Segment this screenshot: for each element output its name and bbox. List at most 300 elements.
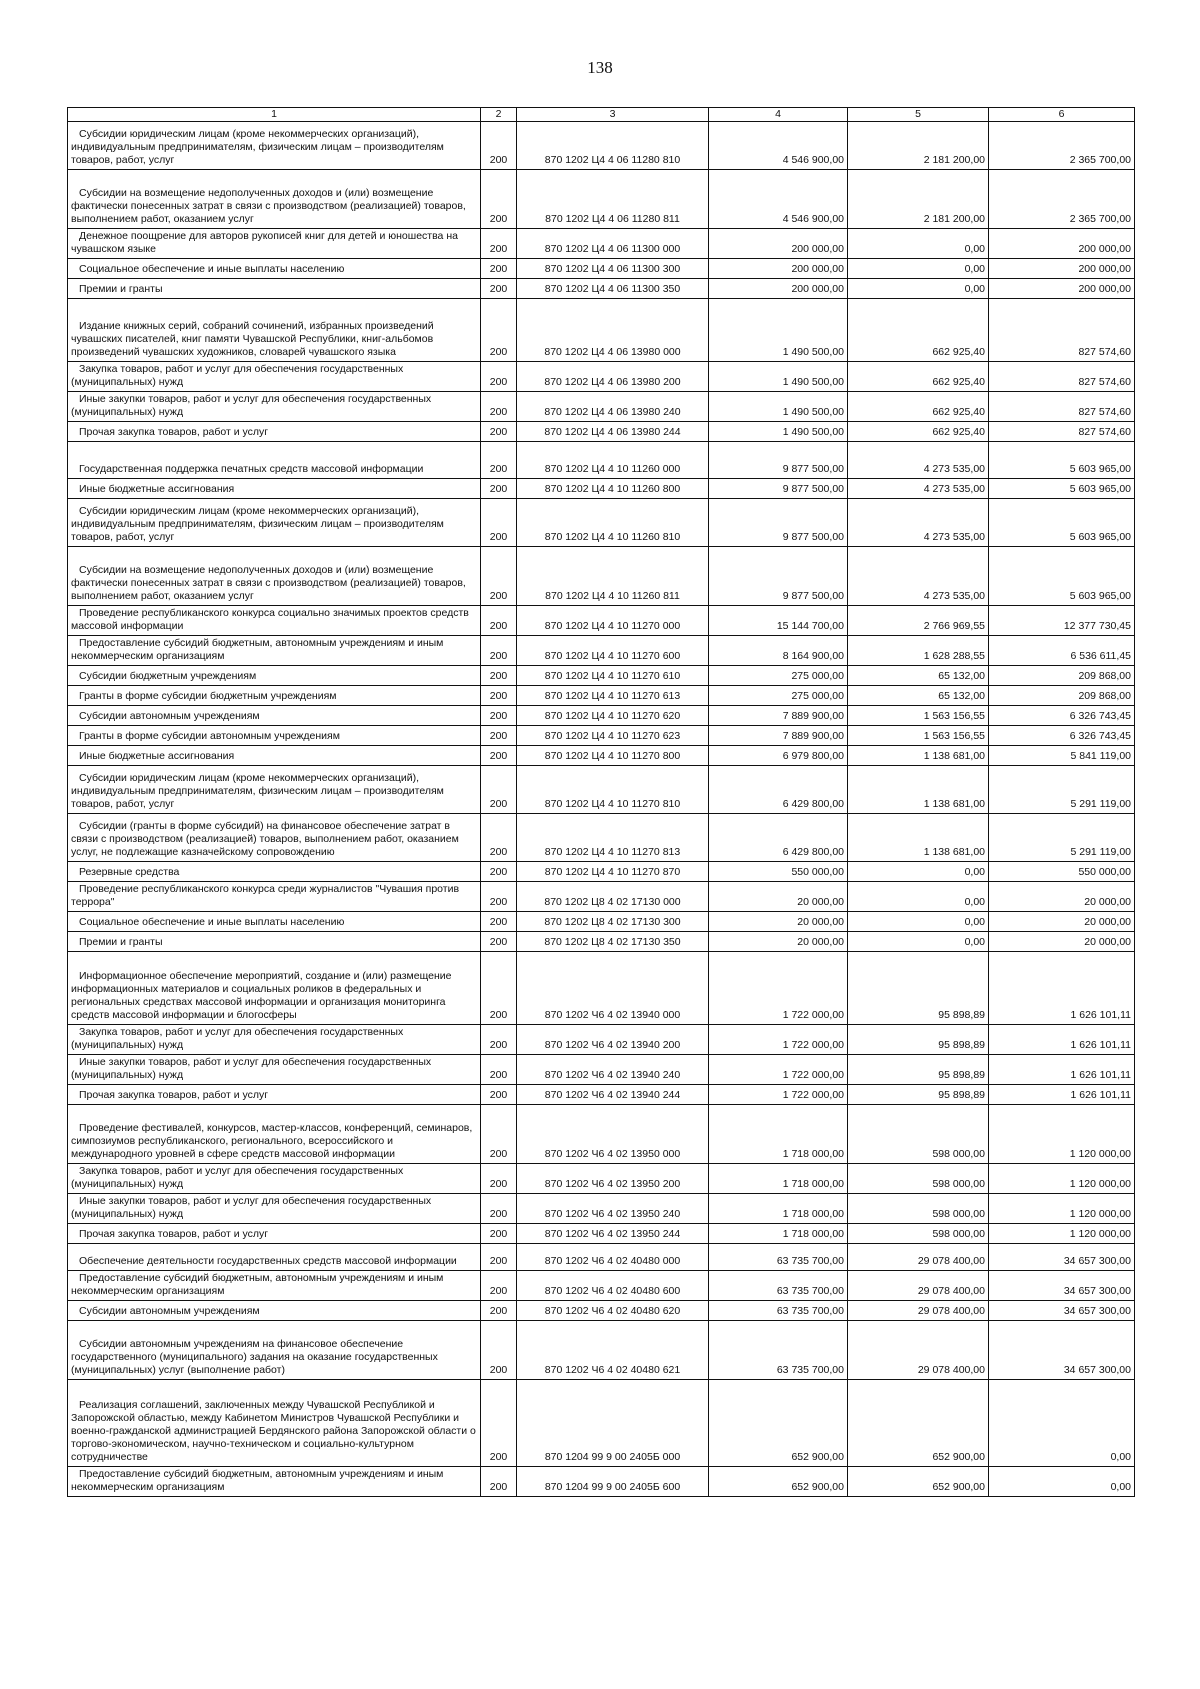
column-header: 4 [709, 108, 848, 122]
row-amount-plan: 1 718 000,00 [709, 1194, 848, 1224]
row-amount-plan: 1 490 500,00 [709, 392, 848, 422]
row-code: 870 1202 Ч6 4 02 40480 621 [517, 1321, 709, 1380]
row-amount-plan: 63 735 700,00 [709, 1321, 848, 1380]
row-name-text: Закупка товаров, работ и услуг для обеспечения государственных (муниципальных) нужд [71, 363, 404, 388]
row-amount-plan: 1 718 000,00 [709, 1105, 848, 1164]
row-name-text: Субсидии автономным учреждениям на финансовое обеспечение государственного (муниципального) задания на оказание государственных (муниципальных) услуг (выполнение работ) [71, 1338, 438, 1376]
row-amount-remaining: 2 365 700,00 [989, 170, 1135, 229]
row-name-text: Закупка товаров, работ и услуг для обеспечения государственных (муниципальных) нужд [71, 1026, 404, 1051]
row-amount-remaining: 827 574,60 [989, 299, 1135, 362]
row-amount-plan: 8 164 900,00 [709, 636, 848, 666]
row-ved: 200 [481, 636, 517, 666]
row-amount-executed: 662 925,40 [848, 392, 989, 422]
row-name-text: Закупка товаров, работ и услуг для обеспечения государственных (муниципальных) нужд [71, 1165, 404, 1190]
row-name-text: Прочая закупка товаров, работ и услуг [79, 1089, 269, 1101]
row-ved: 200 [481, 766, 517, 814]
row-amount-plan: 1 722 000,00 [709, 1085, 848, 1105]
row-name [68, 814, 481, 862]
table-row [68, 912, 1135, 932]
table-row [68, 392, 1135, 422]
column-header: 2 [481, 108, 517, 122]
row-amount-executed: 0,00 [848, 882, 989, 912]
row-amount-executed: 29 078 400,00 [848, 1244, 989, 1271]
row-amount-remaining: 827 574,60 [989, 392, 1135, 422]
row-ved: 200 [481, 686, 517, 706]
row-name [68, 912, 481, 932]
row-amount-plan: 652 900,00 [709, 1467, 848, 1497]
column-header: 3 [517, 108, 709, 122]
row-amount-remaining: 5 603 965,00 [989, 479, 1135, 499]
row-ved: 200 [481, 726, 517, 746]
row-name-text: Предоставление субсидий бюджетным, автономным учреждениям и иным некоммерческим организациям [71, 637, 444, 662]
row-amount-executed: 4 273 535,00 [848, 547, 989, 606]
row-amount-executed: 0,00 [848, 862, 989, 882]
row-amount-remaining: 6 536 611,45 [989, 636, 1135, 666]
row-name [68, 1164, 481, 1194]
row-code: 870 1202 Ч6 4 02 13940 244 [517, 1085, 709, 1105]
row-amount-executed: 0,00 [848, 259, 989, 279]
row-amount-plan: 20 000,00 [709, 912, 848, 932]
row-ved: 200 [481, 1380, 517, 1467]
row-name-text: Субсидии автономным учреждениям [79, 710, 260, 722]
row-ved: 200 [481, 1055, 517, 1085]
row-name-text: Иные бюджетные ассигнования [79, 750, 235, 762]
row-code: 870 1202 Ц4 4 06 11280 810 [517, 122, 709, 170]
row-amount-remaining: 1 626 101,11 [989, 952, 1135, 1025]
row-name [68, 1025, 481, 1055]
row-code: 870 1202 Ц4 4 10 11270 610 [517, 666, 709, 686]
row-amount-executed: 652 900,00 [848, 1467, 989, 1497]
row-ved: 200 [481, 814, 517, 862]
row-name [68, 170, 481, 229]
row-name [68, 229, 481, 259]
row-amount-executed: 4 273 535,00 [848, 442, 989, 479]
row-amount-executed: 1 138 681,00 [848, 766, 989, 814]
row-amount-plan: 6 429 800,00 [709, 814, 848, 862]
row-name-text: Резервные средства [79, 866, 180, 878]
row-code: 870 1202 Ч6 4 02 13950 200 [517, 1164, 709, 1194]
row-code: 870 1202 Ц4 4 10 11270 620 [517, 706, 709, 726]
table-row [68, 1467, 1135, 1497]
row-amount-executed: 29 078 400,00 [848, 1301, 989, 1321]
row-amount-remaining: 1 626 101,11 [989, 1055, 1135, 1085]
row-name [68, 1055, 481, 1085]
row-name [68, 1321, 481, 1380]
row-amount-plan: 63 735 700,00 [709, 1271, 848, 1301]
table-row [68, 442, 1135, 479]
row-code: 870 1202 Ч6 4 02 13940 200 [517, 1025, 709, 1055]
table-row [68, 122, 1135, 170]
row-name-text: Проведение республиканского конкурса социально значимых проектов средств массовой информации [71, 607, 469, 632]
row-name-text: Денежное поощрение для авторов рукописей книг для детей и юношества на чувашском языке [71, 230, 458, 255]
row-code: 870 1202 Ч6 4 02 40480 600 [517, 1271, 709, 1301]
row-code: 870 1202 Ц8 4 02 17130 350 [517, 932, 709, 952]
row-amount-remaining: 1 120 000,00 [989, 1224, 1135, 1244]
row-amount-plan: 63 735 700,00 [709, 1301, 848, 1321]
row-amount-plan: 200 000,00 [709, 259, 848, 279]
column-header: 1 [68, 108, 481, 122]
row-name [68, 636, 481, 666]
row-amount-plan: 9 877 500,00 [709, 479, 848, 499]
table-row [68, 1271, 1135, 1301]
row-name-text: Иные бюджетные ассигнования [79, 483, 235, 495]
row-amount-plan: 9 877 500,00 [709, 442, 848, 479]
row-name-text: Субсидии автономным учреждениям [79, 1305, 260, 1317]
row-ved: 200 [481, 862, 517, 882]
table-row [68, 479, 1135, 499]
row-amount-executed: 95 898,89 [848, 952, 989, 1025]
row-name-text: Проведение республиканского конкурса среди журналистов "Чувашия против террора" [71, 883, 460, 908]
row-amount-executed: 662 925,40 [848, 362, 989, 392]
row-amount-remaining: 12 377 730,45 [989, 606, 1135, 636]
row-amount-remaining: 34 657 300,00 [989, 1271, 1135, 1301]
table-row [68, 686, 1135, 706]
table-row [68, 766, 1135, 814]
row-name-text: Субсидии юридическим лицам (кроме некоммерческих организаций), индивидуальным предпринимателям, физическим лицам – производителям товаров, работ, услуг [71, 128, 444, 166]
row-ved: 200 [481, 170, 517, 229]
row-amount-executed: 2 766 969,55 [848, 606, 989, 636]
row-amount-remaining: 5 291 119,00 [989, 766, 1135, 814]
row-code: 870 1202 Ц4 4 06 13980 240 [517, 392, 709, 422]
row-name [68, 442, 481, 479]
row-ved: 200 [481, 1164, 517, 1194]
row-amount-executed: 1 563 156,55 [848, 726, 989, 746]
row-code: 870 1202 Ц4 4 10 11270 600 [517, 636, 709, 666]
row-amount-executed: 662 925,40 [848, 299, 989, 362]
row-name-text: Проведение фестивалей, конкурсов, мастер-классов, конференций, семинаров, симпозиумов республиканского, регионального, всероссийского и международного уровней в сфере средств массовой информации [71, 1122, 473, 1160]
row-amount-executed: 95 898,89 [848, 1055, 989, 1085]
row-ved: 200 [481, 1085, 517, 1105]
row-ved: 200 [481, 952, 517, 1025]
row-amount-executed: 4 273 535,00 [848, 499, 989, 547]
row-amount-plan: 63 735 700,00 [709, 1244, 848, 1271]
row-name-text: Субсидии на возмещение недополученных доходов и (или) возмещение фактически понесенных затрат в связи с производством (реализацией) товаров, выполнением работ, оказанием услуг [71, 564, 466, 602]
row-amount-plan: 9 877 500,00 [709, 547, 848, 606]
row-amount-executed: 662 925,40 [848, 422, 989, 442]
row-name-text: Прочая закупка товаров, работ и услуг [79, 426, 269, 438]
row-amount-remaining: 200 000,00 [989, 259, 1135, 279]
row-amount-remaining: 1 626 101,11 [989, 1085, 1135, 1105]
row-amount-remaining: 20 000,00 [989, 882, 1135, 912]
row-amount-remaining: 827 574,60 [989, 422, 1135, 442]
row-name [68, 1194, 481, 1224]
row-amount-remaining: 6 326 743,45 [989, 706, 1135, 726]
row-name [68, 952, 481, 1025]
table-row [68, 279, 1135, 299]
row-amount-remaining: 6 326 743,45 [989, 726, 1135, 746]
row-amount-plan: 20 000,00 [709, 882, 848, 912]
row-ved: 200 [481, 1224, 517, 1244]
row-amount-plan: 1 718 000,00 [709, 1224, 848, 1244]
row-code: 870 1202 Ц4 4 10 11270 800 [517, 746, 709, 766]
row-name [68, 279, 481, 299]
table-row [68, 636, 1135, 666]
row-amount-plan: 1 490 500,00 [709, 362, 848, 392]
table-row [68, 1380, 1135, 1467]
row-amount-plan: 275 000,00 [709, 686, 848, 706]
row-name [68, 479, 481, 499]
row-amount-plan: 1 490 500,00 [709, 299, 848, 362]
row-ved: 200 [481, 1244, 517, 1271]
row-amount-executed: 65 132,00 [848, 666, 989, 686]
row-name [68, 1105, 481, 1164]
row-amount-plan: 9 877 500,00 [709, 499, 848, 547]
row-name [68, 686, 481, 706]
row-ved: 200 [481, 392, 517, 422]
row-name-text: Информационное обеспечение мероприятий, создание и (или) размещение информационных материалов и социальных роликов в федеральных и региональных средствах массовой информации и организация мониторинга средств массовой информации и блогосферы [71, 970, 452, 1021]
row-code: 870 1202 Ц4 4 10 11260 810 [517, 499, 709, 547]
row-amount-remaining: 550 000,00 [989, 862, 1135, 882]
row-name [68, 362, 481, 392]
row-amount-remaining: 34 657 300,00 [989, 1321, 1135, 1380]
row-amount-executed: 4 273 535,00 [848, 479, 989, 499]
row-ved: 200 [481, 122, 517, 170]
row-amount-remaining: 1 120 000,00 [989, 1105, 1135, 1164]
row-code: 870 1204 99 9 00 2405Б 000 [517, 1380, 709, 1467]
row-name-text: Предоставление субсидий бюджетным, автономным учреждениям и иным некоммерческим организациям [71, 1272, 444, 1297]
row-name [68, 932, 481, 952]
row-amount-plan: 1 718 000,00 [709, 1164, 848, 1194]
table-row [68, 259, 1135, 279]
row-name [68, 299, 481, 362]
table-row [68, 1321, 1135, 1380]
table-row [68, 862, 1135, 882]
row-amount-remaining: 0,00 [989, 1380, 1135, 1467]
row-name [68, 606, 481, 636]
row-name [68, 1301, 481, 1321]
row-amount-remaining: 0,00 [989, 1467, 1135, 1497]
row-amount-plan: 1 722 000,00 [709, 1055, 848, 1085]
row-ved: 200 [481, 547, 517, 606]
column-header: 6 [989, 108, 1135, 122]
row-amount-plan: 7 889 900,00 [709, 706, 848, 726]
table-row [68, 170, 1135, 229]
table-row [68, 362, 1135, 392]
row-name-text: Издание книжных серий, собраний сочинений, избранных произведений чувашских писателей, книг памяти Чувашской Республики, книг-альбомов произведений чувашских художников, словарей чувашского языка [71, 320, 434, 358]
table-row [68, 1224, 1135, 1244]
row-name [68, 706, 481, 726]
row-code: 870 1202 Ц4 4 10 11260 811 [517, 547, 709, 606]
row-ved: 200 [481, 1271, 517, 1301]
row-code: 870 1202 Ч6 4 02 40480 620 [517, 1301, 709, 1321]
row-name-text: Субсидии на возмещение недополученных доходов и (или) возмещение фактически понесенных затрат в связи с производством (реализацией) товаров, выполнением работ, оказанием услуг [71, 187, 466, 225]
row-code: 870 1202 Ц4 4 10 11270 813 [517, 814, 709, 862]
row-amount-remaining: 5 841 119,00 [989, 746, 1135, 766]
row-amount-plan: 200 000,00 [709, 279, 848, 299]
row-ved: 200 [481, 1467, 517, 1497]
row-amount-remaining: 34 657 300,00 [989, 1244, 1135, 1271]
row-amount-plan: 1 722 000,00 [709, 952, 848, 1025]
row-ved: 200 [481, 279, 517, 299]
table-row [68, 422, 1135, 442]
row-amount-plan: 652 900,00 [709, 1380, 848, 1467]
row-name [68, 422, 481, 442]
row-name [68, 1224, 481, 1244]
row-amount-executed: 95 898,89 [848, 1085, 989, 1105]
row-amount-executed: 598 000,00 [848, 1164, 989, 1194]
row-amount-plan: 20 000,00 [709, 932, 848, 952]
row-ved: 200 [481, 1301, 517, 1321]
page-number: 138 [587, 58, 613, 77]
row-name [68, 862, 481, 882]
row-ved: 200 [481, 259, 517, 279]
table-row [68, 1301, 1135, 1321]
row-name-text: Премии и гранты [79, 936, 163, 948]
row-ved: 200 [481, 882, 517, 912]
row-code: 870 1202 Ч6 4 02 13940 000 [517, 952, 709, 1025]
row-name [68, 499, 481, 547]
row-code: 870 1202 Ц4 4 06 13980 244 [517, 422, 709, 442]
row-ved: 200 [481, 932, 517, 952]
row-ved: 200 [481, 912, 517, 932]
row-code: 870 1202 Ц4 4 10 11270 000 [517, 606, 709, 636]
table-row [68, 299, 1135, 362]
row-code: 870 1202 Ц4 4 10 11270 623 [517, 726, 709, 746]
row-code: 870 1202 Ц4 4 10 11260 800 [517, 479, 709, 499]
row-amount-executed: 2 181 200,00 [848, 122, 989, 170]
table-row [68, 1025, 1135, 1055]
row-ved: 200 [481, 706, 517, 726]
row-code: 870 1202 Ч6 4 02 13940 240 [517, 1055, 709, 1085]
row-name [68, 547, 481, 606]
row-amount-executed: 0,00 [848, 229, 989, 259]
row-code: 870 1202 Ц4 4 06 11300 350 [517, 279, 709, 299]
row-amount-plan: 1 722 000,00 [709, 1025, 848, 1055]
row-amount-executed: 1 138 681,00 [848, 746, 989, 766]
row-name [68, 666, 481, 686]
row-amount-executed: 652 900,00 [848, 1380, 989, 1467]
row-amount-remaining: 20 000,00 [989, 912, 1135, 932]
row-amount-executed: 598 000,00 [848, 1194, 989, 1224]
row-name [68, 726, 481, 746]
table-row [68, 814, 1135, 862]
row-amount-executed: 29 078 400,00 [848, 1271, 989, 1301]
row-name [68, 259, 481, 279]
row-name-text: Иные закупки товаров, работ и услуг для обеспечения государственных (муниципальных) нужд [71, 1195, 432, 1220]
table-row [68, 1194, 1135, 1224]
budget-table [67, 107, 1135, 1497]
row-code: 870 1202 Ц4 4 10 11270 613 [517, 686, 709, 706]
table-row [68, 1085, 1135, 1105]
row-amount-remaining: 200 000,00 [989, 229, 1135, 259]
row-amount-remaining: 5 603 965,00 [989, 442, 1135, 479]
row-amount-remaining: 200 000,00 [989, 279, 1135, 299]
row-amount-executed: 0,00 [848, 912, 989, 932]
row-ved: 200 [481, 499, 517, 547]
row-name-text: Государственная поддержка печатных средств массовой информации [79, 463, 424, 475]
row-name-text: Субсидии бюджетным учреждениям [79, 670, 257, 682]
row-amount-remaining: 5 291 119,00 [989, 814, 1135, 862]
row-name [68, 122, 481, 170]
row-ved: 200 [481, 442, 517, 479]
row-amount-executed: 1 563 156,55 [848, 706, 989, 726]
row-ved: 200 [481, 1105, 517, 1164]
row-ved: 200 [481, 362, 517, 392]
row-name-text: Иные закупки товаров, работ и услуг для обеспечения государственных (муниципальных) нужд [71, 1056, 432, 1081]
table-row [68, 1164, 1135, 1194]
row-amount-plan: 4 546 900,00 [709, 170, 848, 229]
row-ved: 200 [481, 299, 517, 362]
row-amount-remaining: 5 603 965,00 [989, 547, 1135, 606]
row-ved: 200 [481, 229, 517, 259]
row-name-text: Обеспечение деятельности государственных средств массовой информации [79, 1255, 457, 1267]
row-amount-remaining: 209 868,00 [989, 666, 1135, 686]
row-name-text: Иные закупки товаров, работ и услуг для обеспечения государственных (муниципальных) нужд [71, 393, 432, 418]
row-amount-plan: 7 889 900,00 [709, 726, 848, 746]
row-name [68, 1271, 481, 1301]
table-row [68, 726, 1135, 746]
row-code: 870 1202 Ц4 4 10 11270 810 [517, 766, 709, 814]
table-row [68, 952, 1135, 1025]
row-amount-remaining: 1 626 101,11 [989, 1025, 1135, 1055]
row-name [68, 882, 481, 912]
row-amount-remaining: 34 657 300,00 [989, 1301, 1135, 1321]
row-name [68, 1085, 481, 1105]
row-amount-plan: 4 546 900,00 [709, 122, 848, 170]
row-amount-executed: 1 628 288,55 [848, 636, 989, 666]
row-code: 870 1202 Ц4 4 06 13980 000 [517, 299, 709, 362]
row-name-text: Гранты в форме субсидии бюджетным учреждениям [79, 690, 337, 702]
row-ved: 200 [481, 479, 517, 499]
row-ved: 200 [481, 666, 517, 686]
row-name [68, 1244, 481, 1271]
table-row [68, 547, 1135, 606]
row-amount-plan: 1 490 500,00 [709, 422, 848, 442]
row-code: 870 1202 Ч6 4 02 13950 244 [517, 1224, 709, 1244]
column-header: 5 [848, 108, 989, 122]
row-ved: 200 [481, 746, 517, 766]
row-code: 870 1202 Ч6 4 02 13950 000 [517, 1105, 709, 1164]
row-name-text: Социальное обеспечение и иные выплаты населению [79, 263, 345, 275]
row-name-text: Премии и гранты [79, 283, 163, 295]
row-ved: 200 [481, 1321, 517, 1380]
table-header-row [68, 108, 1135, 122]
row-name-text: Социальное обеспечение и иные выплаты населению [79, 916, 345, 928]
row-name-text: Гранты в форме субсидии автономным учреждениям [79, 730, 340, 742]
row-code: 870 1202 Ц4 4 06 11300 300 [517, 259, 709, 279]
row-code: 870 1202 Ц4 4 06 13980 200 [517, 362, 709, 392]
row-code: 870 1202 Ц4 4 06 11280 811 [517, 170, 709, 229]
row-name-text: Предоставление субсидий бюджетным, автономным учреждениям и иным некоммерческим организациям [71, 1468, 444, 1493]
row-ved: 200 [481, 422, 517, 442]
table-row [68, 746, 1135, 766]
table-row [68, 666, 1135, 686]
row-amount-executed: 0,00 [848, 279, 989, 299]
row-amount-plan: 275 000,00 [709, 666, 848, 686]
row-amount-remaining: 209 868,00 [989, 686, 1135, 706]
row-name-text: Прочая закупка товаров, работ и услуг [79, 1228, 269, 1240]
row-code: 870 1202 Ц8 4 02 17130 000 [517, 882, 709, 912]
row-ved: 200 [481, 606, 517, 636]
row-name [68, 1380, 481, 1467]
row-name [68, 392, 481, 422]
table-row [68, 229, 1135, 259]
row-name [68, 746, 481, 766]
row-amount-executed: 95 898,89 [848, 1025, 989, 1055]
row-amount-plan: 6 979 800,00 [709, 746, 848, 766]
table-row [68, 1055, 1135, 1085]
row-name-text: Субсидии юридическим лицам (кроме некоммерческих организаций), индивидуальным предпринимателям, физическим лицам – производителям товаров, работ, услуг [71, 505, 444, 543]
row-name-text: Реализация соглашений, заключенных между Чувашской Республикой и Запорожской областью, между Кабинетом Министров Чувашской Республики и военно-гражданской администрацией Бердянского района Запорожской области о торгово-экономическом, научно-техническом и социально-культурном сотрудничестве [71, 1399, 476, 1463]
row-amount-remaining: 2 365 700,00 [989, 122, 1135, 170]
row-code: 870 1202 Ч6 4 02 13950 240 [517, 1194, 709, 1224]
row-amount-remaining: 20 000,00 [989, 932, 1135, 952]
table-row [68, 882, 1135, 912]
row-amount-executed: 29 078 400,00 [848, 1321, 989, 1380]
row-ved: 200 [481, 1194, 517, 1224]
row-amount-executed: 598 000,00 [848, 1224, 989, 1244]
row-amount-plan: 15 144 700,00 [709, 606, 848, 636]
